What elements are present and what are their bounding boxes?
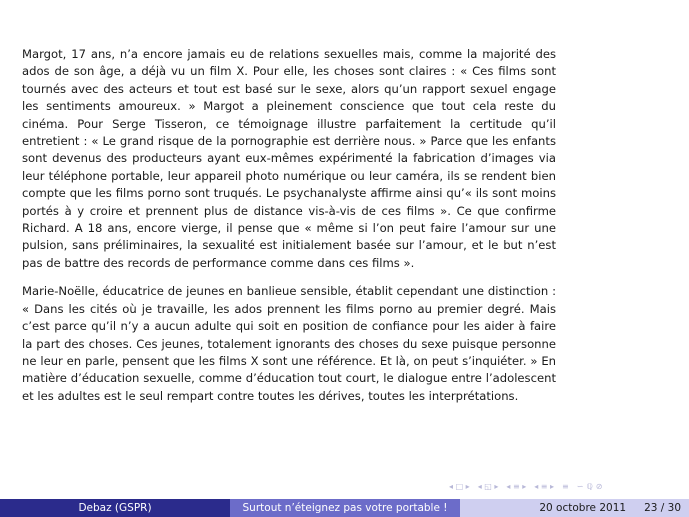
frame-icon[interactable]: □ bbox=[455, 482, 464, 491]
section-nav bbox=[506, 481, 526, 493]
prev-subsection-icon[interactable]: ◂ bbox=[477, 482, 482, 491]
section-icon[interactable]: ≡ bbox=[512, 482, 520, 491]
footer-page-number: 23 / 30 bbox=[644, 502, 681, 514]
next-frame-icon[interactable]: ▸ bbox=[465, 482, 470, 491]
slide-footer bbox=[0, 499, 689, 517]
subsection-nav bbox=[478, 481, 499, 493]
presentation-nav bbox=[534, 481, 554, 493]
footer-title: Surtout n’éteignez pas votre portable ! bbox=[230, 499, 460, 517]
more-icon[interactable]: ⊘ bbox=[595, 482, 603, 491]
subsection-icon[interactable]: ◱ bbox=[484, 482, 492, 491]
frame-nav bbox=[449, 481, 470, 493]
beamer-navigation-bar bbox=[449, 481, 681, 493]
prev-section-icon[interactable]: ◂ bbox=[506, 482, 511, 491]
align-icon[interactable]: ≡ bbox=[562, 482, 569, 491]
part-icon[interactable]: ≡ bbox=[540, 482, 548, 491]
prev-part-icon[interactable]: ◂ bbox=[534, 482, 539, 491]
footer-author: Debaz (GSPR) bbox=[0, 499, 230, 517]
search-icon[interactable]: ∽ bbox=[576, 482, 584, 491]
paragraph-1: Margot, 17 ans, n’a encore jamais eu de relations sexuelles mais, comme la majorité des ados de son âge, a déjà vu un film X. Pour elle, les choses sont claires : « Ces films sont tournés avec des acteurs et tout est basé sur le sexe, alors qu’un rapport sexuel engage les sentiments amoureux. » Margot a pleinement conscience que tout cela reste du cinéma. Pour Serge Tisseron, ce témoignage illustre parfaitement la certitude qu’il entretient : « Le grand risque de la pornographie est derrière nous. » Parce que les enfants sont devenus des producteurs ayant eux-mêmes expérimenté la fabrication d’images via leur téléphone portable, leur appareil photo numérique ou leur caméra, ils se rendent bien compte que les films porno sont truqués. Le psychanalyste affirme ainsi qu’« ils sont moins portés à y croire et prennent plus de distance vis-à-vis de ces films ». Ce que confirme Richard. A 18 ans, encore vierge, il pense que « même si l’on peut faire l’amour sur une pulsion, sans préliminaires, la sexualité est initialement basée sur l’amour, et le but n’est pas de battre des records de performance comme dans ces films ». bbox=[22, 47, 556, 270]
paragraph-2: Marie-Noëlle, éducatrice de jeunes en banlieue sensible, établit cependant une distinction : « Dans les cités où je travaille, les ados prennent les films porno au premier degré. Mais c’est parce qu’il n’y a aucun adulte qui soit en position de confiance pour les aider à faire la part des choses. Ces jeunes, totalement ignorants des choses du sexe puisque personne ne leur en parle, pensent que les films X sont une référence. Et là, on peut s’inquiéter. » En matière d’éducation sexuelle, comme d’éducation tout court, le dialogue entre l’adolescent et les adultes est le seul rempart contre toutes les dérives, toutes les interprétations. bbox=[22, 284, 556, 403]
footer-date: 20 octobre 2011 bbox=[539, 502, 627, 514]
prev-frame-icon[interactable]: ◂ bbox=[449, 482, 454, 491]
slide-body bbox=[22, 46, 556, 416]
next-section-icon[interactable]: ▸ bbox=[522, 482, 527, 491]
next-part-icon[interactable]: ▸ bbox=[550, 482, 555, 491]
zoom-icon[interactable]: ℚ bbox=[586, 482, 593, 491]
footer-meta bbox=[460, 499, 689, 517]
next-subsection-icon[interactable]: ▸ bbox=[494, 482, 499, 491]
